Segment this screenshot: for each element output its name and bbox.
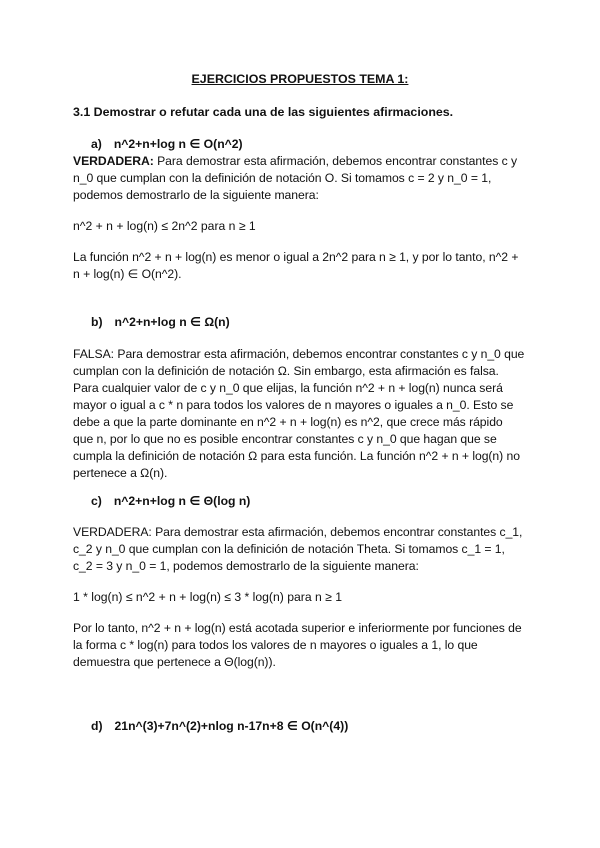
item-letter: c) [91,494,102,508]
item-c-explanation: VERDADERA: Para demostrar esta afirmación, debemos encontrar constantes c_1, c_2 y n_0 que cumplan con la definición de notación Theta. Si tomamos c_1 = 1, c_2 = 3 y n_0 = 1, podemos demostrarlo de la siguiente manera: [73,525,523,573]
item-a-conclusion: La función n^2 + n + log(n) es menor o igual a 2n^2 para n ≥ 1, y por lo tanto, n^2 + n + log(n) ∈ O(n^2). [73,250,519,281]
item-letter: a) [91,137,102,151]
item-letter: b) [91,315,103,329]
section-heading: 3.1 Demostrar o refutar cada una de las siguientes afirmaciones. [73,105,454,119]
item-b-explanation: FALSA: Para demostrar esta afirmación, debemos encontrar constantes c y n_0 que cumplan con la definición de notación Ω. Sin embargo, esta afirmación es falsa. Para cualquier valor de c y n_0 que elijas, la función n^2 + n + log(n) nunca será mayor o igual a c * n para todos los valores de n mayores o iguales a n_0. Esto se debe a que la parte dominante en n^2 + n + log(n) es n^2, que crece más rápido que n, por lo que no es posible encontrar constantes c y n_0 que hagan que se cumpla la definición de notación Ω para esta función. La función n^2 + n + log(n) no pertenece a Ω(n). [73,347,525,480]
item-statement: 21n^(3)+7n^(2)+nlog n-17n+8 ∈ O(n^(4)) [114,719,349,733]
item-b-label [91,314,230,331]
item-statement: n^2+n+log n ∈ Ω(n) [114,315,230,329]
item-a-explanation [73,153,525,204]
document-title: EJERCICIOS PROPUESTOS TEMA 1: [191,72,409,86]
item-a-formula: n^2 + n + log(n) ≤ 2n^2 para n ≥ 1 [73,219,256,233]
item-statement: n^2+n+log n ∈ O(n^2) [113,137,243,151]
item-statement: n^2+n+log n ∈ Θ(log n) [113,494,251,508]
item-letter: d) [91,719,103,733]
item-d-label [91,718,348,735]
item-a-label [91,136,243,153]
item-c-formula: 1 * log(n) ≤ n^2 + n + log(n) ≤ 3 * log(n) para n ≥ 1 [73,590,342,604]
verdict-label: VERDADERA: [73,154,154,168]
item-c-label [91,493,250,510]
item-c-conclusion: Por lo tanto, n^2 + n + log(n) está acotada superior e inferiormente por funciones de la forma c * log(n) para todos los valores de n mayores o iguales a 1, lo que demuestra que pertenece a Θ(log(n)). [73,621,522,669]
explanation-text: Para demostrar esta afirmación, debemos encontrar constantes c y n_0 que cumplan con la definición de notación O. Si tomamos c = 2 y n_0 = 1, podemos demostrarlo de la siguiente manera: [73,154,517,202]
